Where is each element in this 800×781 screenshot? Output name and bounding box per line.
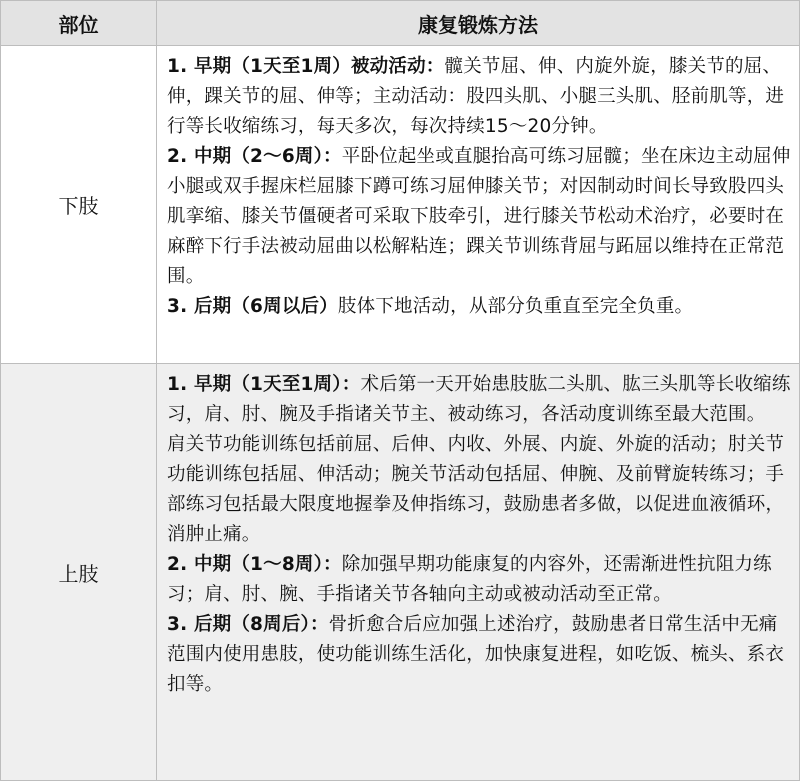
upper-early-details: 肩关节功能训练包括前屈、后伸、内收、外展、内旋、外旋的活动；肘关节功能训练包括屈、伸活动；腕关节活动包括屈、伸腕、及前臂旋转练习；手部练习包括最大限度地握拳及伸指练习，鼓励患者多做，以促进血液循环，消肿止痛。	[167, 434, 785, 545]
method-lower-limb	[157, 46, 799, 363]
upper-late-phase	[167, 610, 791, 700]
method-upper-limb	[157, 364, 799, 780]
lower-early-title: 1. 早期（1天至1周）被动活动：	[167, 56, 445, 77]
part-lower-limb: 下肢	[1, 46, 157, 363]
lower-early-phase	[167, 52, 791, 142]
lower-early-text: 髋关节屈、伸、内旋外旋，膝关节的屈、伸，踝关节的屈、伸等；主动活动：股四头肌、小腿三头肌、胫前肌等，进行等长收缩练习，每天多次，每次持续15～20分钟。	[167, 56, 785, 137]
lower-late-phase	[167, 292, 791, 322]
upper-early-text: 术后第一天开始患肢肱二头肌、肱三头肌等长收缩练习，肩、肘、腕及手指诸关节主、被动练习，各活动度训练至最大范围。	[167, 374, 791, 425]
header-part: 部位	[1, 1, 157, 45]
upper-mid-phase	[167, 550, 791, 610]
upper-late-title: 3. 后期（8周后）：	[167, 614, 329, 635]
lower-late-text: 肢体下地活动，从部分负重直至完全负重。	[337, 296, 694, 317]
table-row-upper-limb	[0, 364, 800, 781]
upper-late-text: 骨折愈合后应加强上述治疗，鼓励患者日常生活中无痛范围内使用患肢，使功能训练生活化，加快康复进程，如吃饭、梳头、系衣扣等。	[167, 614, 785, 695]
upper-early-phase	[167, 370, 791, 430]
lower-mid-phase	[167, 142, 791, 292]
header-method: 康复锻炼方法	[418, 12, 538, 37]
lower-late-title: 3. 后期（6周以后）	[167, 296, 338, 317]
upper-mid-title: 2. 中期（1～8周）：	[167, 554, 342, 575]
lower-mid-text: 平卧位起坐或直腿抬高可练习屈髋；坐在床边主动屈伸小腿或双手握床栏屈膝下蹲可练习屈伸膝关节；对因制动时间长导致股四头肌挛缩、膝关节僵硬者可采取下肢牵引，进行膝关节松动术治疗，必要时在麻醉下行手法被动屈曲以松解粘连；踝关节训练背屈与跖屈以维持在正常范围。	[167, 146, 791, 287]
table-header-row	[0, 0, 800, 46]
lower-mid-title: 2. 中期（2～6周）：	[167, 146, 342, 167]
part-upper-limb: 上肢	[1, 364, 157, 780]
upper-mid-text: 除加强早期功能康复的内容外，还需渐进性抗阻力练习；肩、肘、腕、手指诸关节各轴向主动或被动活动至正常。	[167, 554, 772, 605]
table-row-lower-limb	[0, 46, 800, 364]
upper-early-title: 1. 早期（1天至1周）：	[167, 374, 361, 395]
